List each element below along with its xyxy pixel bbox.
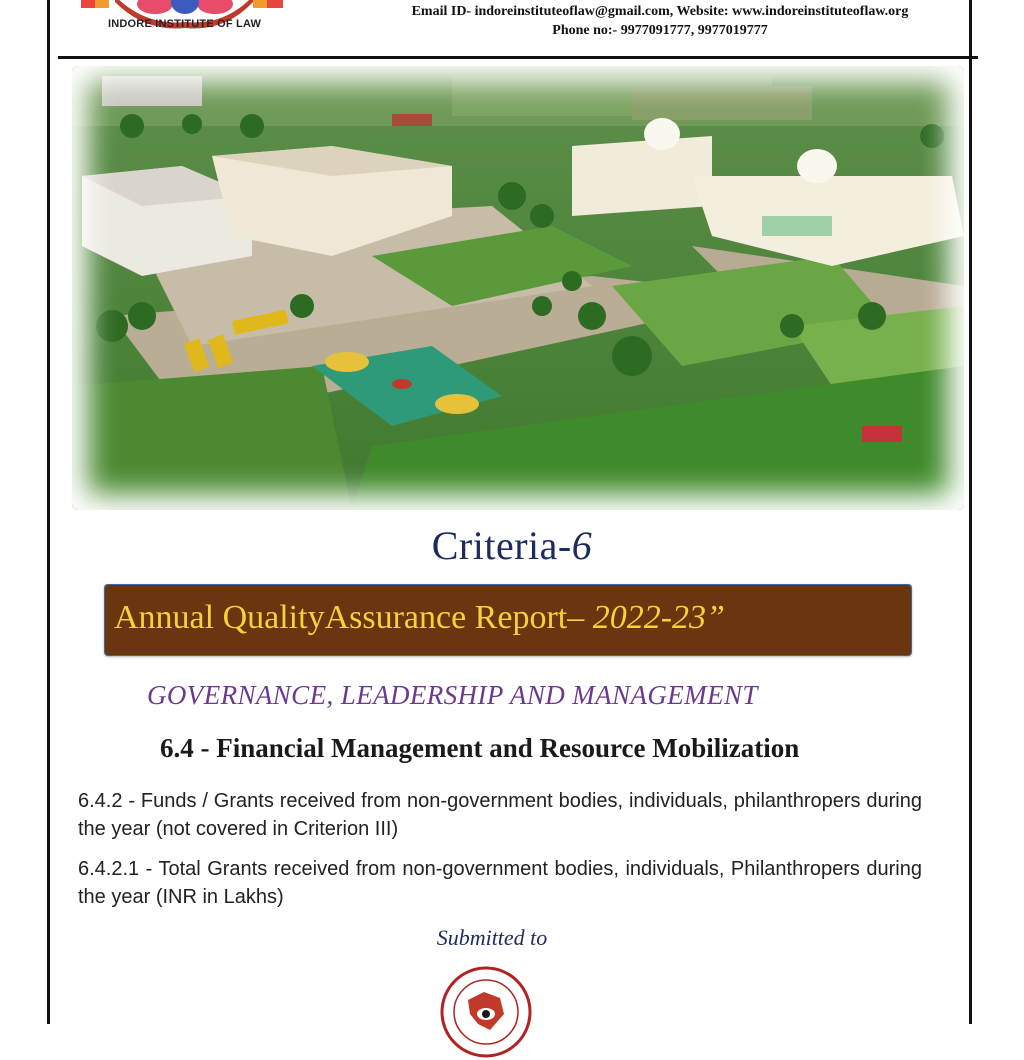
naac-seal xyxy=(438,964,534,1060)
section-heading: 6.4 - Financial Management and Resource Mobilization xyxy=(160,733,800,763)
report-year: 2022-23” xyxy=(592,599,725,636)
criteria-label: Criteria- xyxy=(431,523,572,568)
institute-name: INDORE INSTITUTE OF LAW xyxy=(108,18,262,30)
campus-aerial-photo xyxy=(72,66,964,510)
paragraph-funds-grants: 6.4.2 - Funds / Grants received from non-government bodies, individuals, philanthropers during the year (not covered in Criterion III) xyxy=(78,790,922,840)
governance-heading: GOVERNANCE, LEADERSHIP AND MANAGEMENT xyxy=(147,680,758,710)
criteria-heading xyxy=(0,522,1024,569)
report-title xyxy=(114,599,725,637)
header-rule xyxy=(58,56,978,59)
contact-email-website: Email ID- indoreinstituteoflaw@gmail.com, Website: www.indoreinstituteoflaw.org xyxy=(411,4,909,19)
contact-info xyxy=(300,2,1020,40)
contact-phone: Phone no:- 9977091777, 9977019777 xyxy=(552,23,768,38)
submitted-to-label: Submitted to xyxy=(436,925,548,950)
paragraph-total-grants: 6.4.2.1 - Total Grants received from non-government bodies, individuals, Philanthropers during the year (INR in Lakhs) xyxy=(78,858,922,908)
report-title-banner xyxy=(104,584,912,656)
report-title-text: Annual QualityAssurance Report– xyxy=(114,599,593,636)
page-border-right xyxy=(969,0,972,1024)
criteria-number: 6 xyxy=(571,523,593,568)
page-border-left xyxy=(47,0,50,1024)
